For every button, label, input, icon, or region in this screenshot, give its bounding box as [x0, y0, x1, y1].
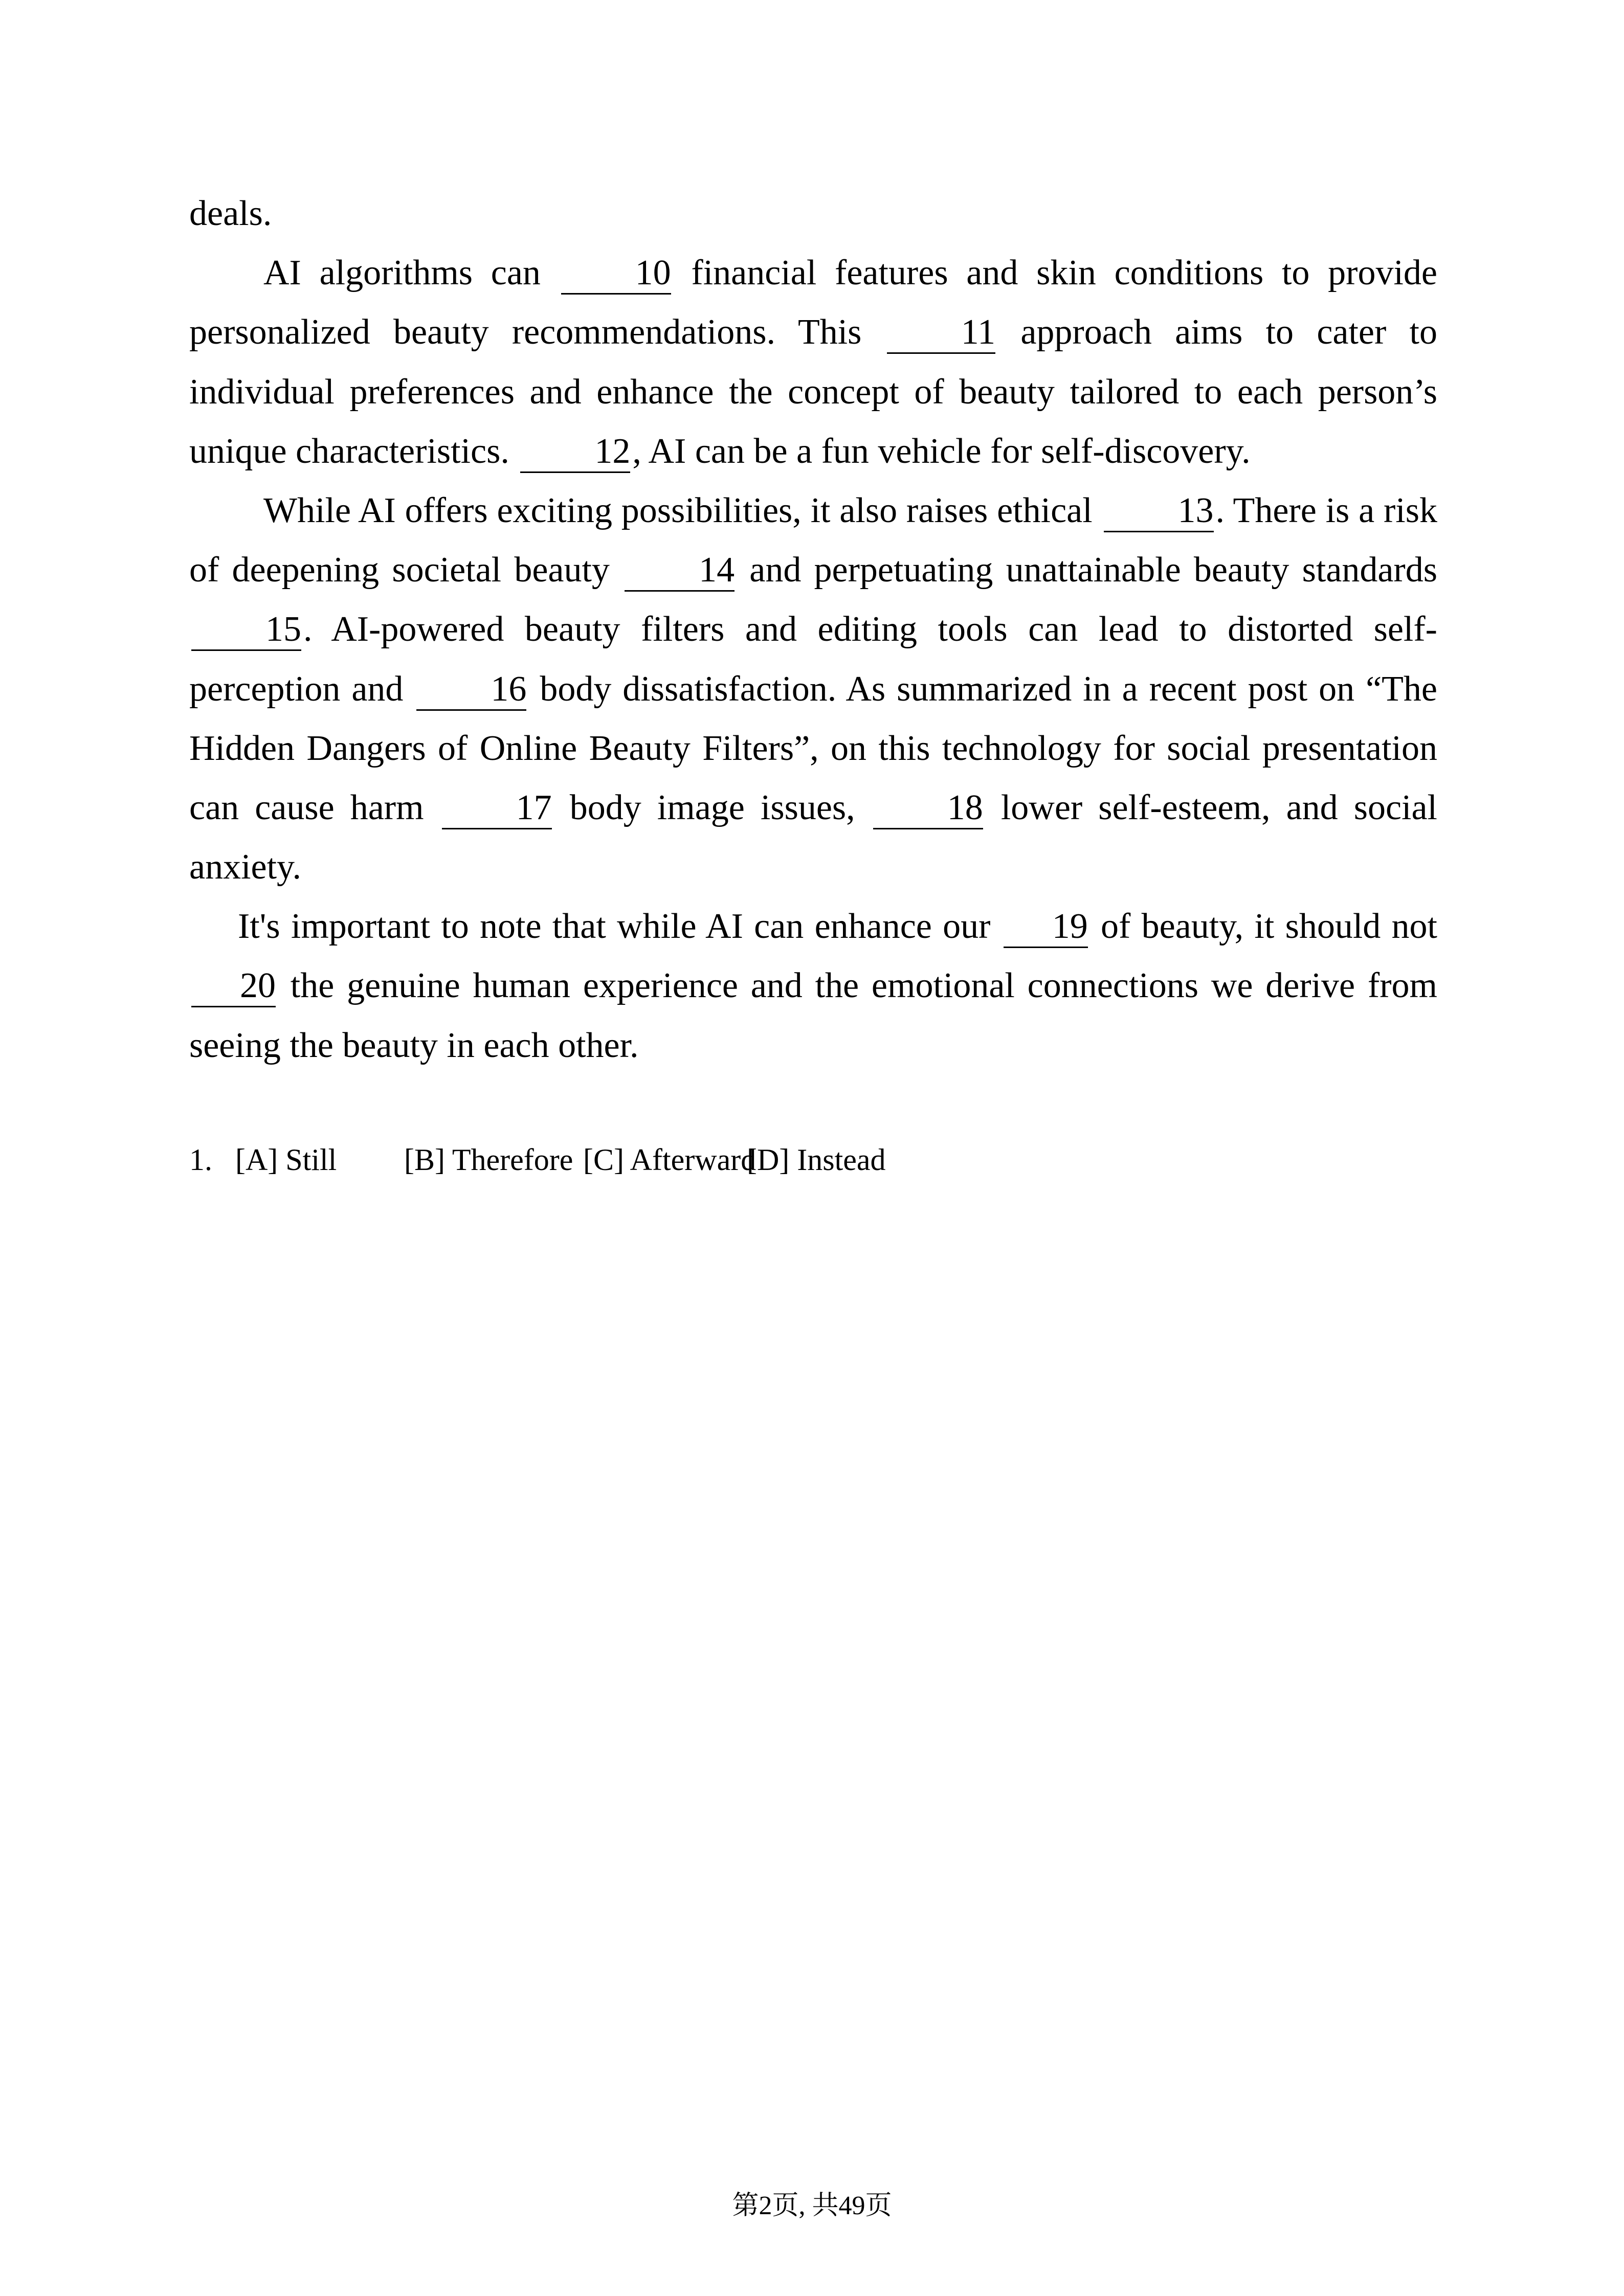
- paragraph-text: body image issues,: [553, 787, 871, 827]
- paragraph-text: the genuine human experience and the emotional connections we derive from seeing the beauty in each other.: [189, 966, 1437, 1065]
- paragraph-text: and perpetuating unattainable beauty standards: [737, 550, 1437, 590]
- document-body: [189, 184, 1437, 1183]
- paragraph-text: . AI-powered beauty filters and editing tools can lead to distorted self-perception and: [189, 610, 1437, 709]
- paragraph-text: approach aims to cater to individual preferences and enhance the concept of beauty tailored to each person’s unique characteristics.: [189, 312, 1438, 471]
- paragraph-deals: [189, 184, 1437, 243]
- paragraph-text: , AI can be a fun vehicle for self-discovery.: [632, 431, 1251, 471]
- cloze-blank-11[interactable]: 11: [887, 314, 995, 354]
- question-list: [189, 1137, 1437, 1183]
- paragraph-text: AI algorithms can: [263, 253, 559, 293]
- paragraph-text: deals.: [189, 194, 272, 233]
- question-option-c[interactable]: [C] Afterward: [583, 1142, 757, 1177]
- cloze-blank-12[interactable]: 12: [520, 434, 630, 473]
- question-option-d[interactable]: [D] Instead: [747, 1142, 886, 1177]
- cloze-blank-15[interactable]: 15: [191, 612, 301, 651]
- cloze-blank-14[interactable]: 14: [625, 552, 735, 592]
- page-footer: 第2页, 共49页: [732, 2191, 892, 2220]
- paragraph-ai-algorithms: [189, 243, 1437, 481]
- cloze-blank-19[interactable]: 19: [1004, 909, 1088, 948]
- paragraph-important-note: [189, 897, 1437, 1075]
- question-option-b[interactable]: [B] Therefore: [404, 1142, 573, 1177]
- paragraph-text: of beauty, it should not: [1089, 907, 1438, 947]
- paragraph-text: While AI offers exciting possibilities, it also raises ethical: [263, 490, 1102, 530]
- cloze-blank-16[interactable]: 16: [416, 671, 526, 711]
- paragraph-text: . There is a risk of deepening societal beauty: [189, 490, 1438, 590]
- paragraph-text: lower self-esteem, and social anxiety.: [189, 787, 1438, 887]
- paragraph-text: financial features and skin conditions to provide personalized beauty recommendations. This: [189, 253, 1437, 352]
- question-option-a[interactable]: [A] Still: [235, 1142, 337, 1177]
- cloze-blank-18[interactable]: 18: [873, 790, 983, 829]
- cloze-blank-20[interactable]: 20: [191, 968, 276, 1007]
- paragraph-text: body dissatisfaction. As summarized in a recent post on “The Hidden Dangers of Online Beauty Filters”, on this technology for social presentation can cause harm: [189, 669, 1437, 827]
- cloze-blank-17[interactable]: 17: [442, 790, 552, 829]
- question-row: [189, 1137, 1437, 1183]
- cloze-blank-10[interactable]: 10: [561, 255, 671, 295]
- question-number: 1.: [189, 1142, 212, 1177]
- cloze-blank-13[interactable]: 13: [1104, 493, 1214, 532]
- paragraph-text: It's important to note that while AI can enhance our: [238, 907, 1002, 947]
- paragraph-while-ai: [189, 481, 1437, 897]
